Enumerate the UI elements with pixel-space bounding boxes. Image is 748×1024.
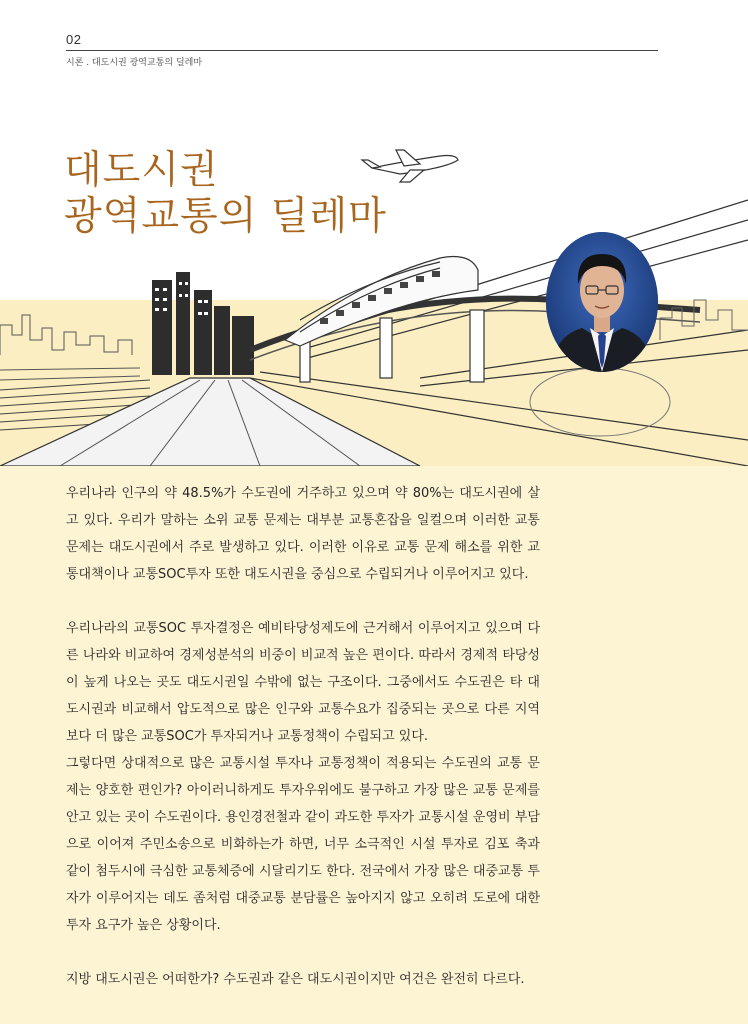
title-line-1: 대도시권 — [64, 148, 219, 193]
paragraph-2: 우리나라의 교통SOC 투자결정은 예비타당성제도에 근거해서 이루어지고 있으며 다른 나라와 비교하여 경제성분석의 비중이 비교적 높은 편이다. 따라서 경제적 타당성이 높게 나오는 곳도 대도시권일 수밖에 없는 구조이다. 그중에서도 수도권은 타 대도시권과 비교해서 압도적으로 많은 인구와 교통수요가 집중되는 곳으로 다른 지역보다 더 많은 교통SOC가 투자되거나 교통정책이 수립되고 있다. — [66, 621, 540, 744]
paragraph-1: 우리나라 인구의 약 48.5%가 수도권에 거주하고 있으며 약 80%는 대도시권에 살고 있다. 우리가 말하는 소위 교통 문제는 대부분 교통혼잡을 일컬으며 이러한 교통 문제는 대도시권에서 주로 발생하고 있다. 이러한 이유로 교통 문제 해소를 위한 교통대책이나 교통SOC투자 또한 대도시권을 중심으로 수립되거나 이루어지고 있다. — [66, 486, 540, 582]
header-rule — [66, 50, 658, 51]
paragraph-gap — [66, 939, 540, 966]
article-body — [66, 480, 540, 993]
page-number: 02 — [66, 32, 82, 47]
article-title — [64, 148, 387, 240]
title-line-2: 광역교통의 딜레마 — [64, 194, 387, 239]
paragraph-3: 그렇다면 상대적으로 많은 교통시설 투자나 교통정책이 적용되는 수도권의 교통 문제는 양호한 편인가? 아이러니하게도 투자우위에도 불구하고 가장 많은 교통 문제를 안고 있는 곳이 수도권이다. 용인경전철과 같이 과도한 투자가 교통시설 운영비 부담으로 이어져 주민소송으로 비화하는가 하면, 너무 소극적인 시설 투자로 김포 축과 같이 첨두시에 극심한 교통체증에 시달리기도 한다. 전국에서 가장 많은 대중교통 투자가 이루어지는 데도 좀처럼 대중교통 분담률은 높아지지 않고 오히려 도로에 대한 투자 요구가 높은 상황이다. — [66, 756, 540, 933]
paragraph-gap — [66, 588, 540, 615]
portrait-image — [546, 232, 658, 372]
author-portrait — [546, 232, 658, 372]
paragraph-4: 지방 대도시권은 어떠한가? 수도권과 같은 대도시권이지만 여건은 완전히 다르다. — [66, 972, 525, 987]
section-label: 시론 . 대도시권 광역교통의 딜레마 — [66, 58, 203, 68]
